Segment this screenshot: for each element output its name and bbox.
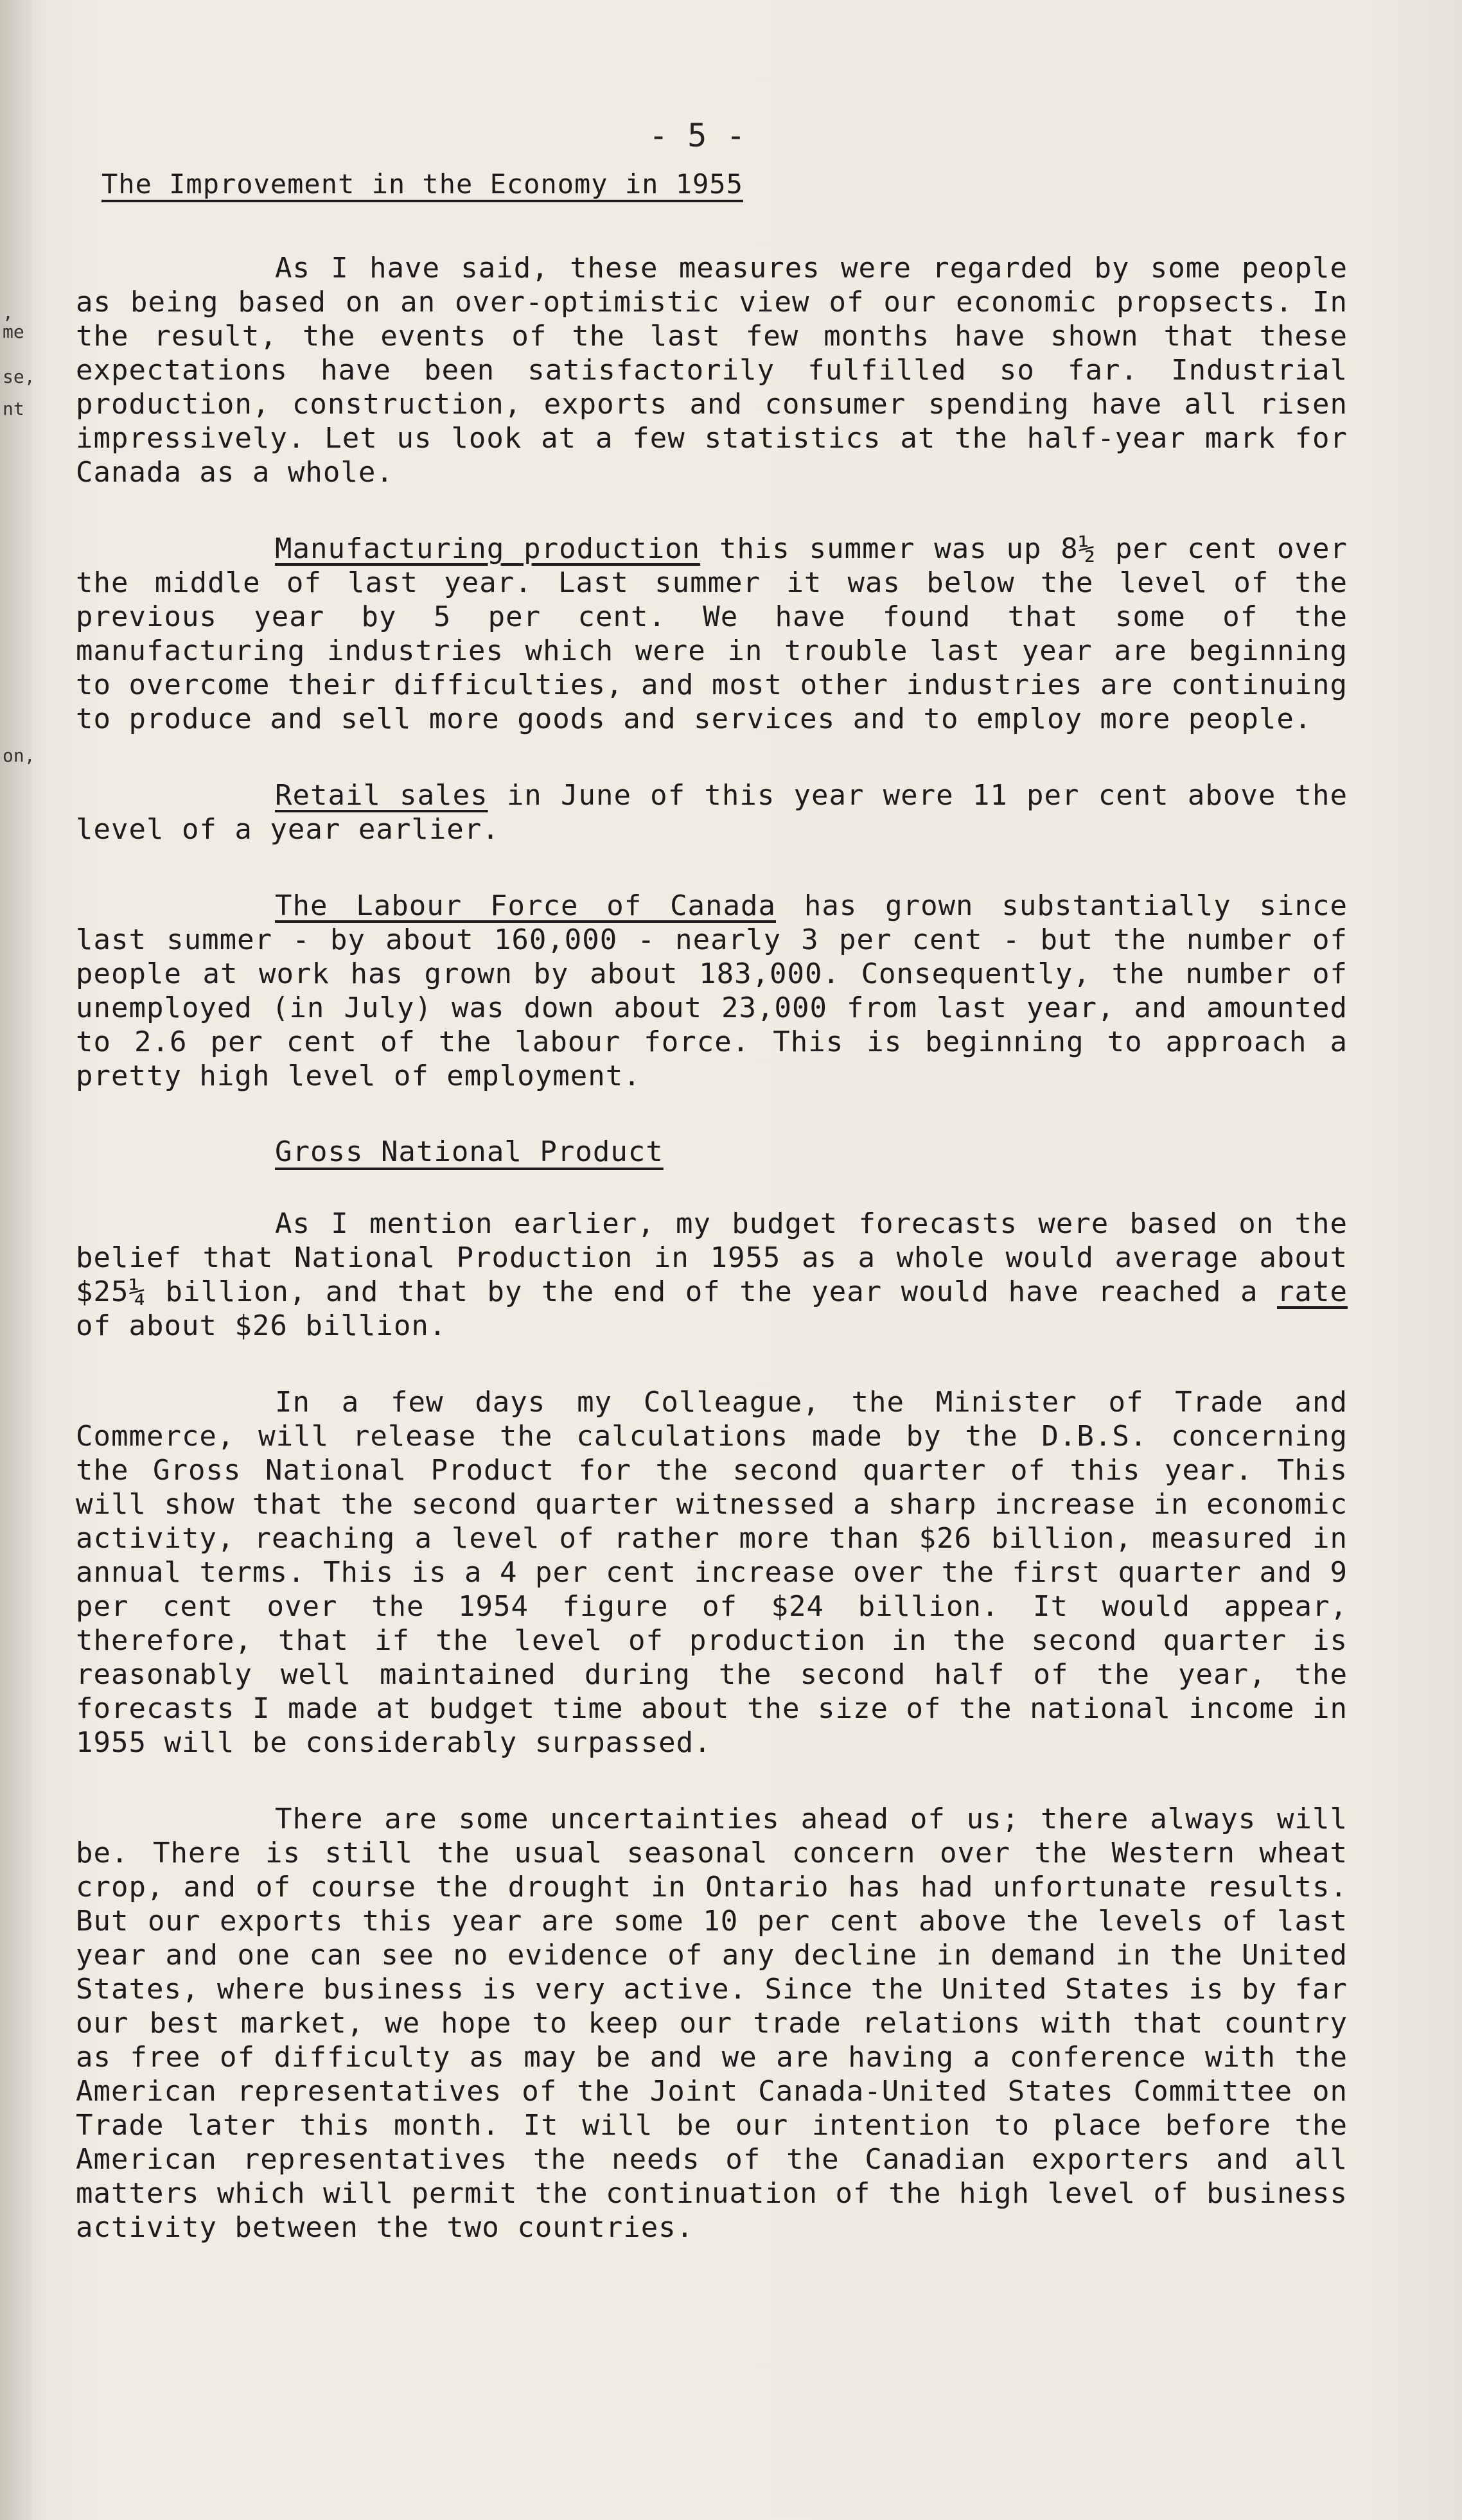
margin-fragment: me — [3, 321, 24, 342]
labour-lead: The Labour Force of Canada — [275, 889, 777, 922]
paragraph-gnp-forecast — [76, 1207, 1348, 1343]
subheading-gnp: Gross National Product — [275, 1135, 664, 1168]
paragraph-labour — [76, 889, 1348, 1093]
paragraph-text: of about $26 billion. — [76, 1309, 447, 1342]
paragraph-text: There are some uncertainties ahead of us; there always will be. There is still the usual seasonal concern over the Western wheat crop, and of course the drought in Ontario has had unfortunate results. But our exports this year are some 10 per cent above the levels of last year and one can see no evidence of any decline in demand in the United States, where business is very active. Since the United States is by far our best market, we hope to keep our trade relations with that country as free of difficulty as may be and we are having a conference with the American representatives of the Joint Canada-United States Committee on Trade later this month. It will be our intention to place before the American representatives the needs of the Canadian exporters and all matters which will permit the continuation of the high level of business activity between the two countries. — [76, 1803, 1348, 2244]
page-number: - 5 - — [649, 117, 746, 154]
manufacturing-lead: Manufacturing production — [275, 532, 701, 565]
section-heading: The Improvement in the Economy in 1955 — [101, 168, 743, 200]
paragraph-manufacturing — [76, 532, 1348, 736]
paragraph-intro — [76, 251, 1348, 489]
emphasis-rate: rate — [1277, 1275, 1348, 1308]
margin-fragment: se, — [3, 366, 35, 387]
paragraph-text: As I mention earlier, my budget forecasts were based on the belief that National Production in 1955 as a whole would average about $25¼ billion, and that by the end of the year would have reached a — [76, 1207, 1348, 1308]
paragraph-gnp-quarter — [76, 1385, 1348, 1760]
paragraph-text: this summer was up 8½ per cent over the middle of last year. Last summer it was below the level of the previous year by 5 per cent. We have found that some of the manufacturing industries which were in trouble last year are beginning to overcome their difficulties, and most other industries are continuing to produce and sell more goods and services and to employ more people. — [76, 532, 1348, 735]
paragraph-uncertainties — [76, 1802, 1348, 2244]
margin-fragment: , — [3, 302, 13, 323]
margin-fragment: on, — [3, 745, 35, 766]
paragraph-retail — [76, 778, 1348, 846]
retail-lead: Retail sales — [275, 779, 488, 812]
document-body — [76, 168, 1348, 2287]
paragraph-text: in June of this year were 11 per cent above the level of a year earlier. — [76, 779, 1348, 846]
margin-fragment: nt — [3, 398, 24, 419]
paragraph-text: In a few days my Colleague, the Minister of Trade and Commerce, will release the calculations made by the D.B.S. concerning the Gross National Product for the second quarter of this year. This will show that the second quarter witnessed a sharp increase in economic activity, reaching a level of rather more than $26 billion, measured in annual terms. This is a 4 per cent increase over the first quarter and 9 per cent over the 1954 figure of $24 billion. It would appear, therefore, that if the level of production in the second quarter is reasonably well maintained during the second half of the year, the forecasts I made at budget time about the size of the national income in 1955 will be considerably surpassed. — [76, 1386, 1348, 1759]
paragraph-text: As I have said, these measures were regarded by some people as being based on an over-optimistic view of our economic propsects. In the result, the events of the last few months have shown that these expectations have been satisfactorily fulfilled so far. Industrial production, construction, exports and consumer spending have all risen impressively. Let us look at a few statistics at the half-year mark for Canada as a whole. — [76, 252, 1348, 489]
paragraph-text: has grown substantially since last summer - by about 160,000 - nearly 3 per cent - but the number of people at work has grown by about 183,000. Consequently, the number of unemployed (in July) was down about 23,000 from last year, and amounted to 2.6 per cent of the labour force. This is beginning to approach a pretty high level of employment. — [76, 889, 1348, 1092]
